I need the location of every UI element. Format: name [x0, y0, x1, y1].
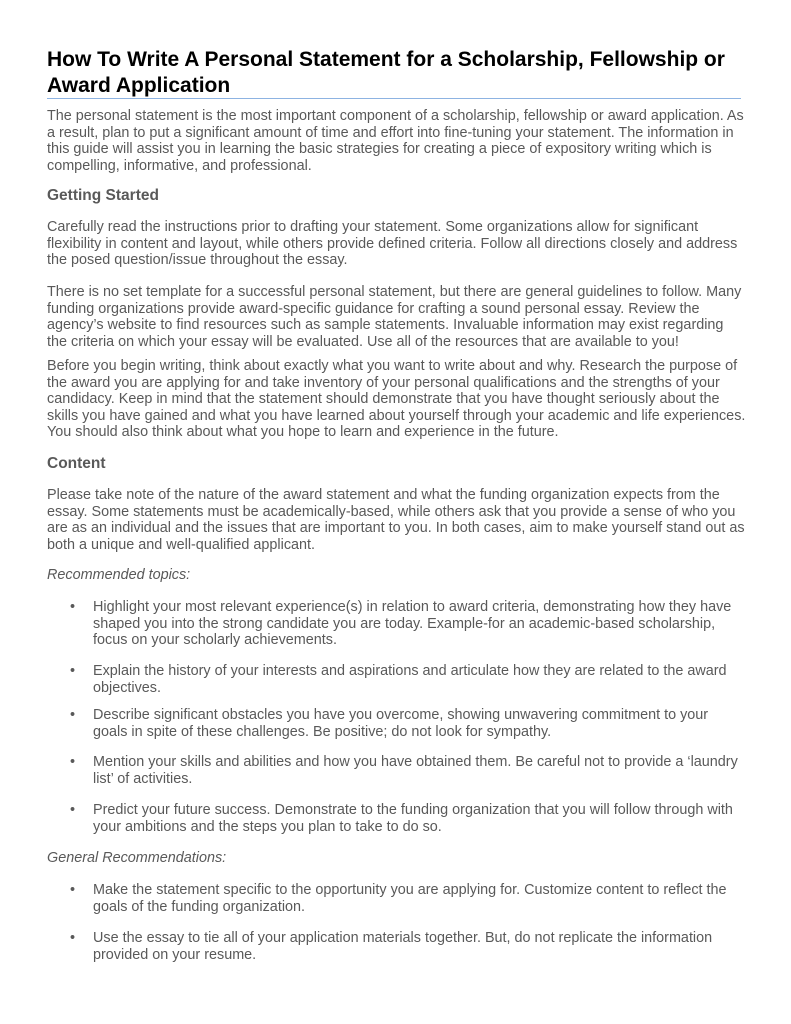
- getting-started-paragraph-3: Before you begin writing, think about exactly what you want to write about and why. Research the purpose of the award you are applying for and take inventory of your personal qualifications and the strengths of your candidacy. Keep in mind that the statement should demonstrate that you have thought seriously about the skills you have gained and what you have learned about yourself through your academic and life experiences. You should also think about what you hope to learn and experience in the future.: [47, 358, 746, 441]
- list-item: [70, 802, 750, 835]
- recommended-topics-label: Recommended topics:: [47, 567, 191, 583]
- general-recommendation-1: Make the statement specific to the opportunity you are applying for. Customize content to reflect the goals of the funding organization.: [93, 882, 727, 915]
- bullet-icon: •: [70, 802, 76, 818]
- bullet-icon: •: [70, 663, 76, 679]
- getting-started-paragraph-2: There is no set template for a successful personal statement, but there are general guidelines to follow. Many funding organizations provide award-specific guidance for crafting a sound personal essay. Review the agency’s website to find resources such as sample statements. Invaluable information may exist regarding the criteria on which your essay will be evaluated. Use all of the resources that are available to you!: [47, 284, 742, 350]
- bullet-icon: •: [70, 754, 76, 770]
- recommended-topic-1: Highlight your most relevant experience(s) in relation to award criteria, demonstrating how they have shaped you into the strong candidate you are today. Example-for an academic-based scholarship, focus on your scholarly achievements.: [93, 599, 732, 649]
- bullet-icon: •: [70, 930, 76, 946]
- heading-getting-started: Getting Started: [47, 187, 159, 204]
- recommended-topic-3: Describe significant obstacles you have you overcome, showing unwavering commitment to your goals in spite of these challenges. Be positive; do not look for sympathy.: [93, 707, 709, 740]
- recommended-topic-4: Mention your skills and abilities and how you have obtained them. Be careful not to provide a ‘laundry list’ of activities.: [93, 754, 738, 787]
- heading-content: Content: [47, 455, 106, 472]
- bullet-icon: •: [70, 707, 76, 723]
- bullet-icon: •: [70, 599, 76, 615]
- bullet-icon: •: [70, 882, 76, 898]
- recommended-topic-5: Predict your future success. Demonstrate to the funding organization that you will follow through with your ambitions and the steps you plan to take to do so.: [93, 802, 733, 835]
- general-recommendation-2: Use the essay to tie all of your application materials together. But, do not replicate the information provided on your resume.: [93, 930, 713, 963]
- list-item: [70, 707, 750, 740]
- list-item: [70, 930, 750, 963]
- list-item: [70, 599, 750, 649]
- general-recommendations-label: General Recommendations:: [47, 850, 227, 866]
- document-title: How To Write A Personal Statement for a Scholarship, Fellowship or Award Application: [47, 48, 725, 97]
- recommended-topic-2: Explain the history of your interests and aspirations and articulate how they are related to the award objectives.: [93, 663, 727, 696]
- list-item: [70, 663, 750, 696]
- list-item: [70, 754, 750, 787]
- intro-paragraph: The personal statement is the most important component of a scholarship, fellowship or award application. As a result, plan to put a significant amount of time and effort into fine-tuning your statement. The information in this guide will assist you in learning the basic strategies for creating a piece of expository writing which is compelling, informative, and professional.: [47, 108, 744, 174]
- content-paragraph-1: Please take note of the nature of the award statement and what the funding organization expects from the essay. Some statements must be academically-based, while others ask that you provide a sense of who you are as an individual and the issues that are important to you. In both cases, aim to make yourself stand out as both a unique and well-qualified applicant.: [47, 487, 745, 553]
- getting-started-paragraph-1: Carefully read the instructions prior to drafting your statement. Some organizations allow for significant flexibility in content and layout, while others provide defined criteria. Follow all directions closely and address the posed question/issue throughout the essay.: [47, 219, 738, 269]
- list-item: [70, 882, 750, 915]
- title-divider: [47, 98, 741, 99]
